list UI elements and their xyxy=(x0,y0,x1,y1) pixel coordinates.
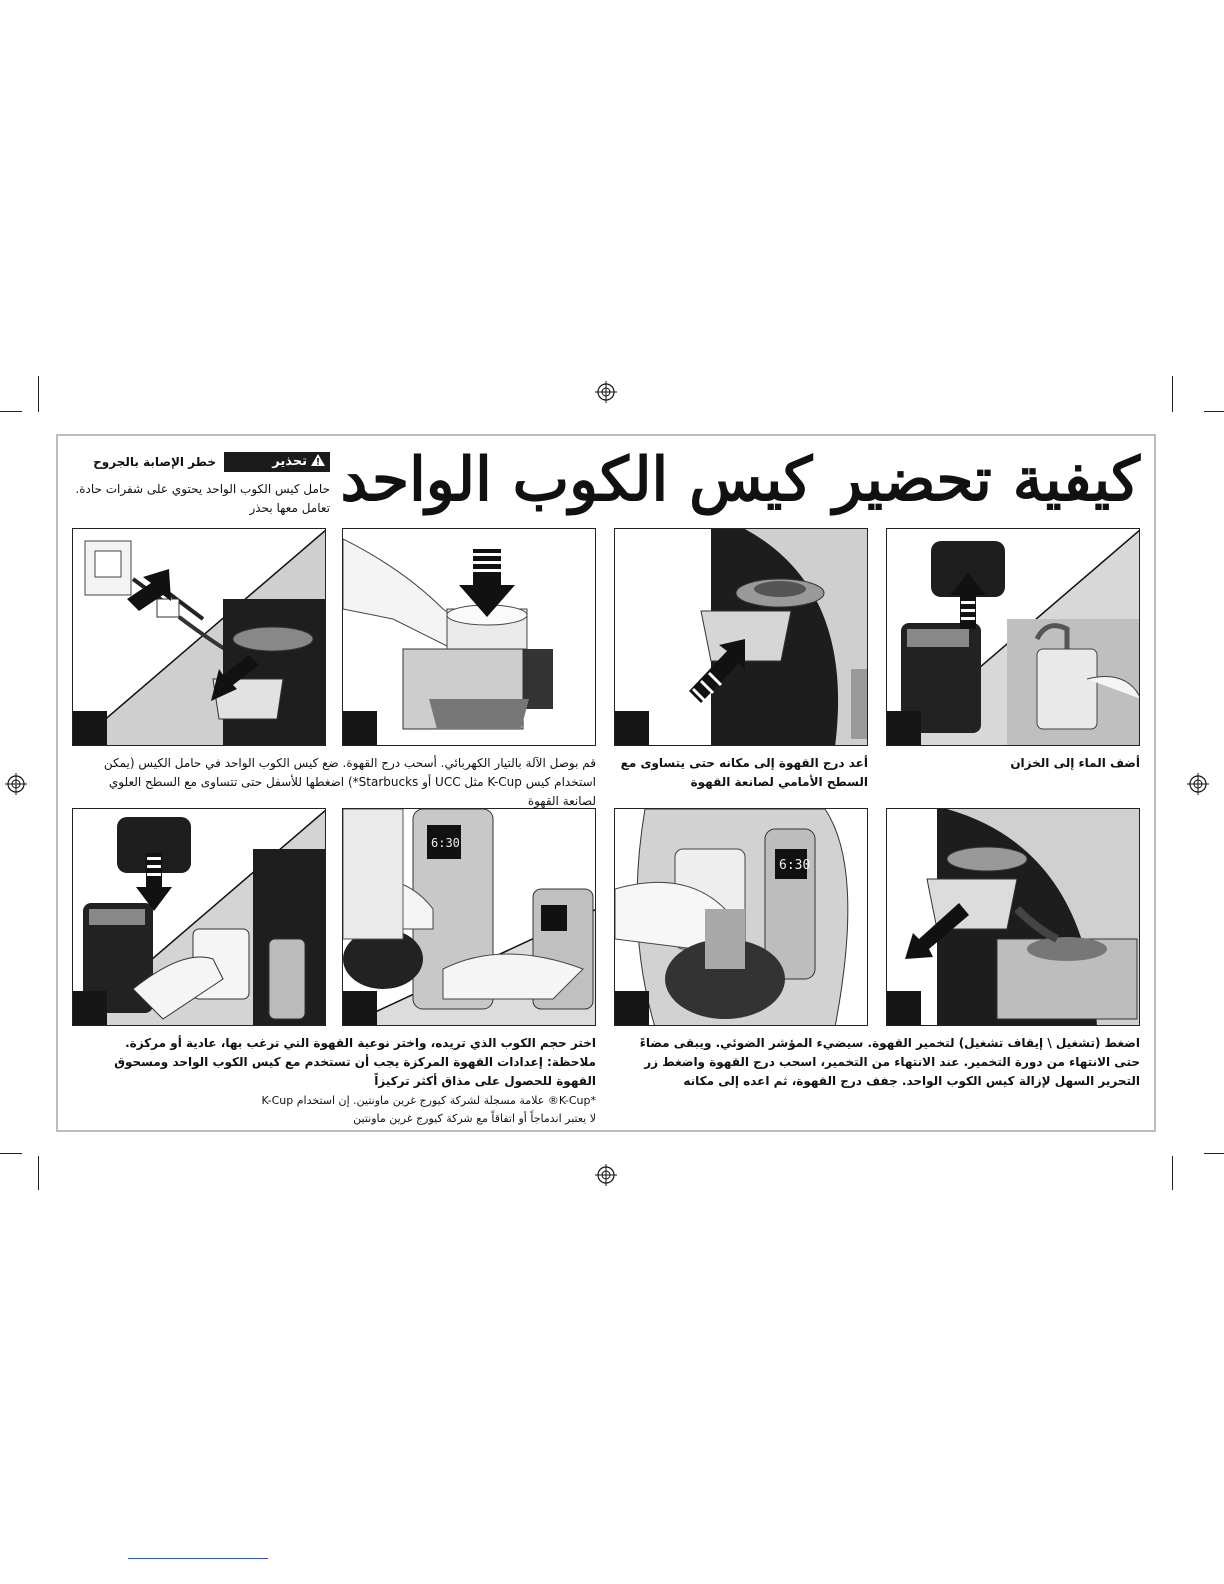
step-caption: اختر حجم الكوب الذي تريده، واختر نوعية القهوة التي ترغب بها، عادية أو مركزة. xyxy=(125,1036,596,1050)
trademark-footnote-line1: *K-Cup® علامة مسجلة لشركة كيورج غرين ماونتين. إن استخدام K-Cup xyxy=(261,1094,596,1107)
crop-mark xyxy=(1172,1156,1173,1190)
lcd-time-display: 6:30 xyxy=(431,836,460,850)
crop-mark xyxy=(38,376,39,412)
step-illustration-plug-in xyxy=(72,528,326,746)
step-number-box xyxy=(887,711,921,745)
registration-mark-icon xyxy=(595,1164,617,1186)
warning-text: حامل كيس الكوب الواحد يحتوي على شفرات حادة. تعامل معها بحذر xyxy=(75,482,330,515)
step-caption: أعد درج القهوة إلى مكانه حتى يتساوى مع السطح الأمامي لصانعة القهوة xyxy=(620,756,868,789)
crop-mark xyxy=(0,411,22,412)
step-note: ملاحظة: إعدادات القهوة المركزة يجب أن تستخدم مع كيس الكوب الواحد ومسحوق القهوة للحصول على مذاق أكثر تركيزاً xyxy=(114,1055,596,1088)
page-title: كيفية تحضير كيس الكوب الواحد xyxy=(340,445,1140,515)
crop-mark xyxy=(38,1156,39,1190)
warning-box xyxy=(72,452,330,524)
step-illustration-press-power xyxy=(614,808,868,1026)
step-illustration-remove-pod xyxy=(886,808,1140,1026)
step-illustration-choose-settings xyxy=(342,808,596,1026)
step-number-box xyxy=(343,711,377,745)
crop-mark xyxy=(0,1153,22,1154)
step-number-box xyxy=(615,711,649,745)
step-illustration-return-drawer xyxy=(614,528,868,746)
step-number-box xyxy=(887,991,921,1025)
step-number-box xyxy=(615,991,649,1025)
crop-mark xyxy=(1204,411,1224,412)
trademark-footnote-line2: لا يعتبر اندماجاً أو اتفاقاً مع شركة كيورج غرين ماونتين xyxy=(353,1112,596,1125)
step-caption: أضف الماء إلى الخزان xyxy=(1010,756,1140,770)
warning-subtitle: خطر الإصابة بالجروح xyxy=(93,455,216,469)
step-number-box xyxy=(73,991,107,1025)
lcd-time-display: 6:30 xyxy=(779,858,811,873)
step-illustration-insert-pod xyxy=(342,528,596,746)
registration-mark-icon xyxy=(595,381,617,403)
warning-triangle-icon xyxy=(310,453,326,467)
step-caption: قم بوصل الآلة بالتيار الكهربائي. أسحب درج القهوة. ضع كيس الكوب الواحد في حامل الكيس (يمكن استخدام كيس K-Cup مثل UCC أو Starbucks*) اضغطها للأسفل حتى تتساوى مع السطح العلوي لصانعة القهوة xyxy=(103,756,596,808)
underline-link-mark xyxy=(128,1558,268,1559)
warning-badge-label: تحذير xyxy=(272,454,307,469)
crop-mark xyxy=(1172,376,1173,412)
registration-mark-icon xyxy=(5,773,27,795)
crop-mark xyxy=(1204,1153,1224,1154)
step-number-box xyxy=(343,991,377,1025)
step-caption: اضغط (تشغيل \ إيقاف تشغيل) لتخمير القهوة. سيضيء المؤشر الضوئي. ويبقى مضاءً حتى الانتهاء من دورة التخمير. عند الانتهاء من التخمير، اسحب درج القهوة واضغط زر التحرير السهل لإزالة كيس الكوب الواحد. جفف درج القهوة، ثم اعده إلى مكانه xyxy=(639,1036,1140,1088)
step-number-box xyxy=(73,711,107,745)
warning-badge xyxy=(224,452,330,472)
step-illustration-place-mug xyxy=(72,808,326,1026)
registration-mark-icon xyxy=(1187,773,1209,795)
step-illustration-add-water xyxy=(886,528,1140,746)
